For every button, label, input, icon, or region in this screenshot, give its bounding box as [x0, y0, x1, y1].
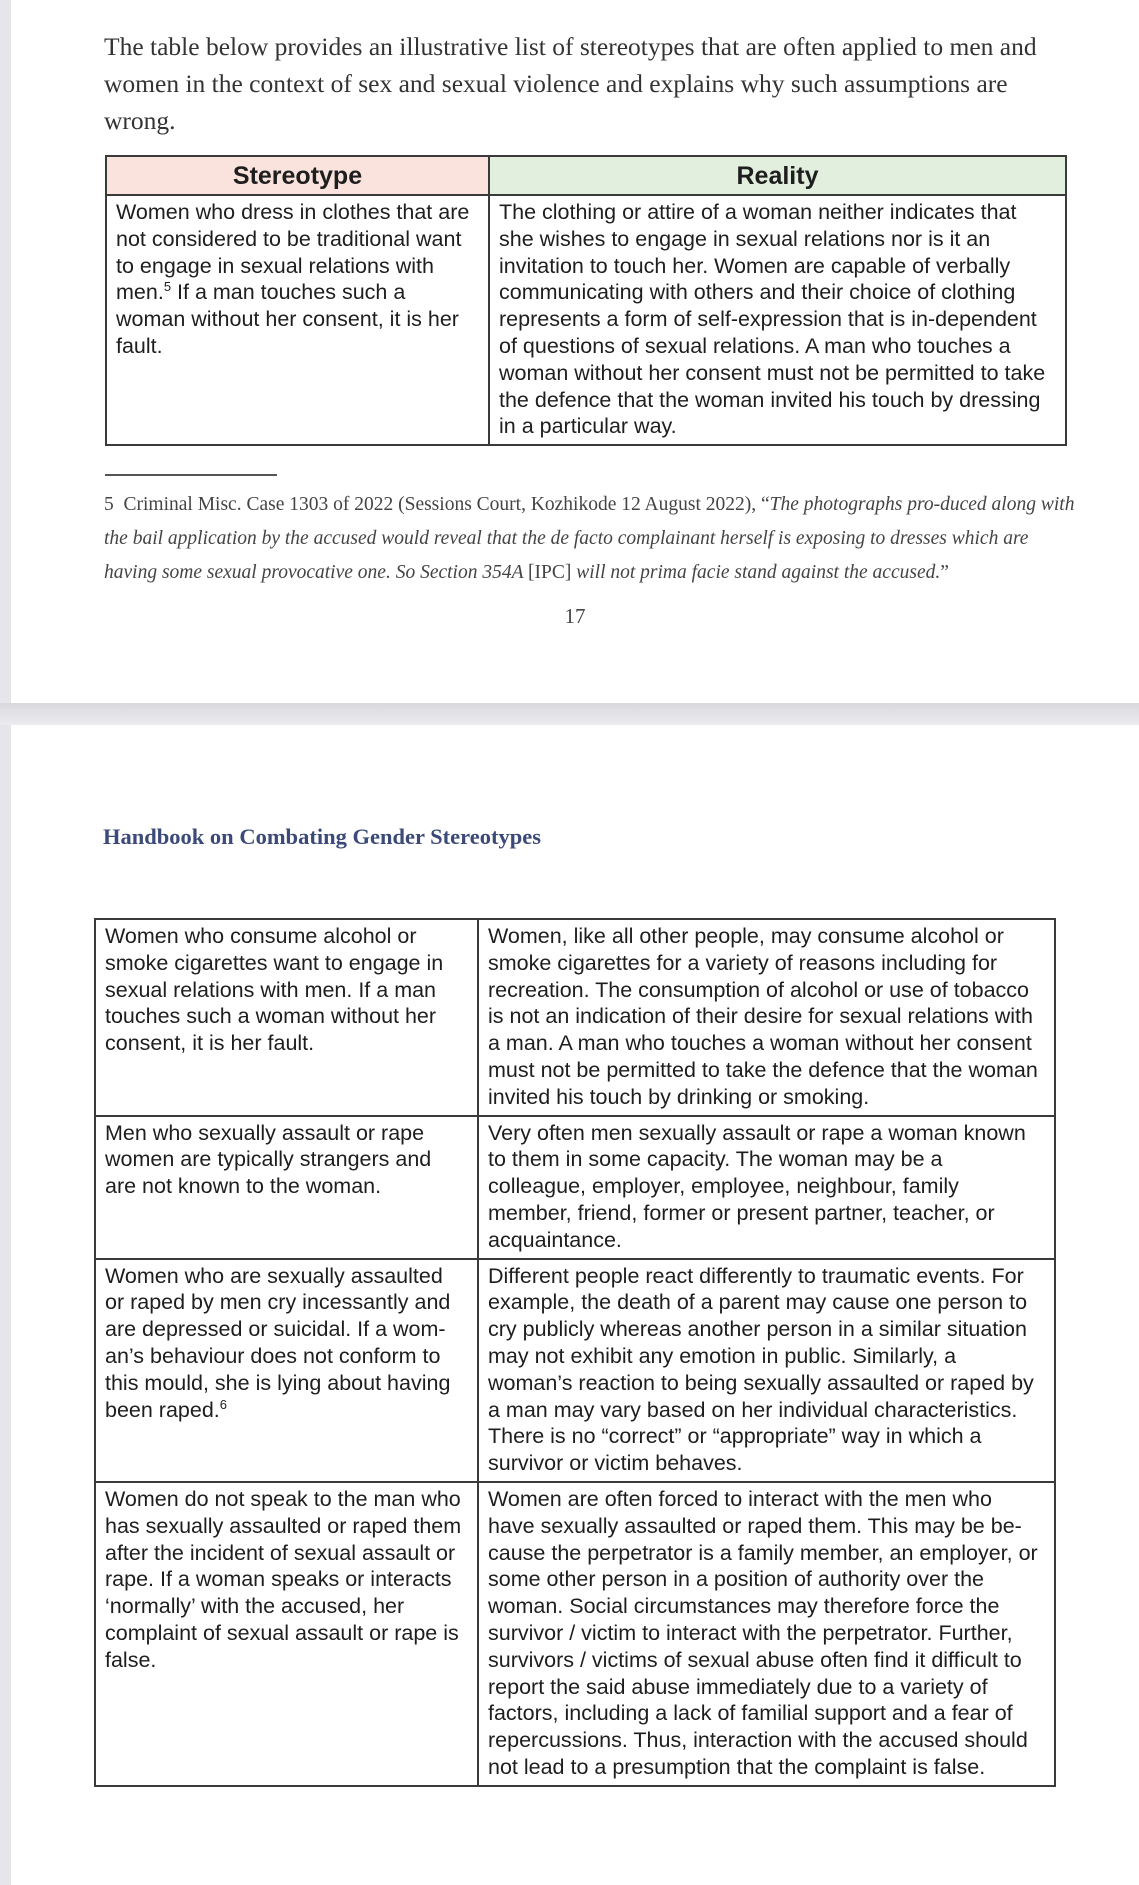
running-header: Handbook on Combating Gender Stereotypes: [103, 824, 541, 849]
header-stereotype: Stereotype: [106, 156, 489, 195]
footnote-divider: [105, 474, 277, 476]
reality-cell: Women are often forced to interact with the men who have sexually assaulted or raped them. This may be be-cause the perpetrator is a family member, an employer, or some other person in a position of authority over the woman. Social circumstances may therefore force the survivor / victim to interact with the perpetrator. Further, survivors / victims of sexual abuse often find it difficult to report the said abuse immediately due to a variety of factors, including a lack of familial support and a fear of repercussions. Thus, interaction with the accused should not lead to a presumption that the complaint is false.: [478, 1482, 1055, 1786]
footnote-ref-6: 6: [219, 1396, 227, 1412]
intro-paragraph: The table below provides an illustrative list of stereotypes that are often applied to men and women in the context of sex and sexual violence and explains why such assumptions are wrong.: [104, 32, 1037, 135]
table-header-row: [106, 156, 1066, 195]
table-row: [95, 919, 1055, 1116]
page-gap: [0, 703, 1139, 725]
table-row: [106, 195, 1066, 445]
page-number: 17: [564, 604, 586, 628]
stereotype-cell: Women do not speak to the man who has sexually assaulted or raped them after the incident of sexual assault or rape. If a woman speaks or interacts ‘normally’ with the accused, her complaint of sexual assault or rape is false.: [95, 1482, 478, 1786]
stereotype-cell: Women who dress in clothes that are not considered to be traditional want to engage in sexual relations with men.$^5$ If a man touches such a woman without her consent, it is her fault.: [106, 195, 489, 445]
reality-cell: Very often men sexually assault or rape a woman known to them in some capacity. The woman may be a colleague, employer, employee, neighbour, family member, friend, former or present partner, teacher, or acquaintance.: [478, 1116, 1055, 1259]
reality-cell: Women, like all other people, may consume alcohol or smoke cigarettes for a variety of reasons including for recreation. The consumption of alcohol or use of tobacco is not an indication of their desire for sexual relations with a man. A man who touches a woman without her consent must not be permitted to take the defence that the woman invited his touch by drinking or smoking.: [478, 919, 1055, 1116]
stereotype-table: [105, 155, 1067, 446]
footnote-ref-5: 5: [163, 279, 172, 295]
reality-cell: Different people react differently to traumatic events. For example, the death of a parent may cause one person to cry publicly whereas another person in a similar situation may not exhibit any emotion in public. Similarly, a woman’s reaction to being sexually assaulted or raped by a man may vary based on her individual characteristics. There is no “correct” or “appropriate” way in which a survivor or victim behaves.: [478, 1259, 1055, 1482]
stereotype-cell: Women who consume alcohol or smoke cigarettes want to engage in sexual relations with men. If a man touches such a woman without her consent, it is her fault.: [95, 919, 478, 1116]
stereotype-cell: Men who sexually assault or rape women are typically strangers and are not known to the woman.: [95, 1116, 478, 1259]
reality-cell: The clothing or attire of a woman neither indicates that she wishes to engage in sexual relations nor is it an invitation to touch her. Women are capable of verbally communicating with others and their choice of clothing represents a form of self-expression that is in-dependent of questions of sexual relations. A man who touches a woman without her consent must not be permitted to take the defence that the woman invited his touch by dressing in a particular way.: [489, 195, 1066, 445]
table-row: [95, 1482, 1055, 1786]
page-17: [11, 0, 1139, 703]
header-reality: Reality: [489, 156, 1066, 195]
table-row: [95, 1259, 1055, 1482]
stereotype-table-continued: [94, 918, 1056, 1787]
table-row: [95, 1116, 1055, 1259]
stereotype-cell: Women who are sexually assaulted or raped by men cry incessantly and are depressed or suicidal. If a wom-an’s behaviour does not conform to this mould, she is lying about having been raped.$^6$: [95, 1259, 478, 1482]
footnote-5: 5 Criminal Misc. Case 1303 of 2022 (Sessions Court, Kozhikode 12 August 2022), “The photographs pro-duced along with the bail application by the accused would reveal that the de facto complainant herself is exposing to dresses which are having some sexual provocative one. So Section 354A [IPC] will not prima facie stand against the accused.”: [104, 494, 1075, 583]
